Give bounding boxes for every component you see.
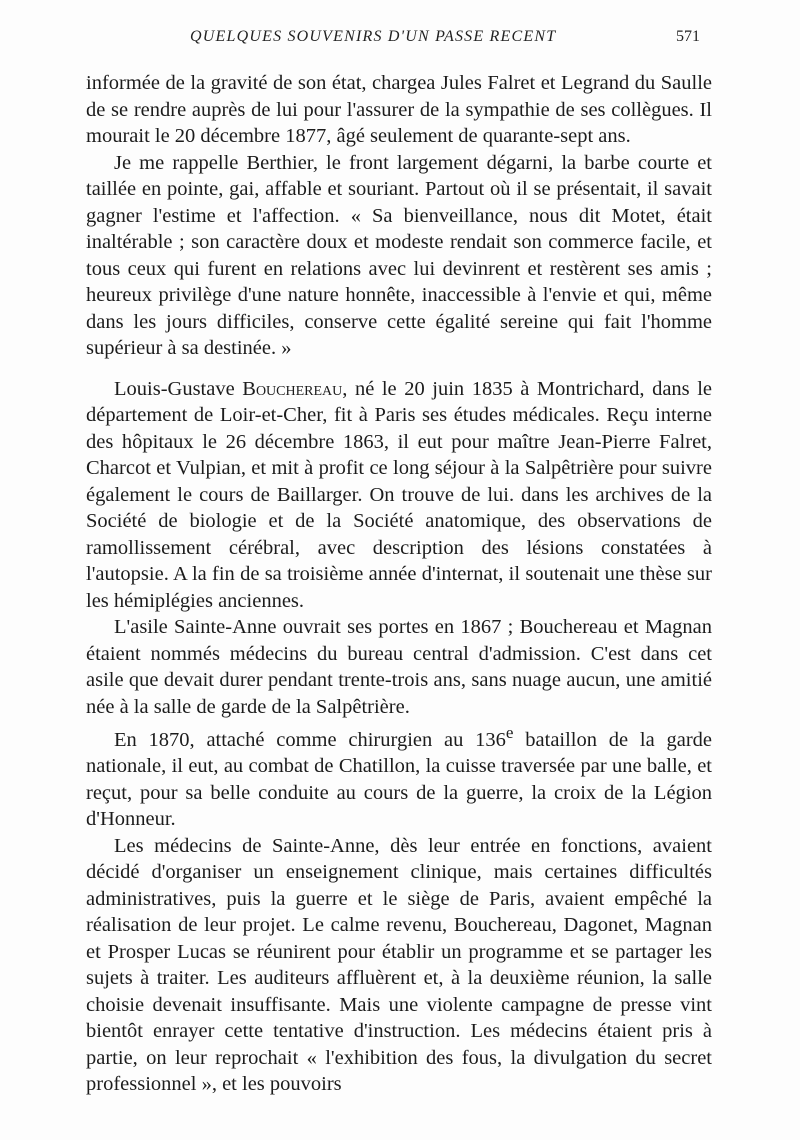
page-number: 571 [676, 28, 700, 45]
paragraph-berthier-portrait: Je me rappelle Berthier, le front largement dégarni, la barbe courte et taillée en pointe, gai, affable et souriant. Partout où il se présentait, il savait gagner l'estime et l'affection. « Sa bienveillance, nous dit Motet, était inaltérable ; son caractère doux et modeste rendait son commerce facile, et tous ceux qui furent en relations avec lui devinrent et restèrent ses amis ; heureux privilège d'une nature honnête, inaccessible à l'envie et qui, même dans les jours difficiles, conserve cette égalité sereine qui fait l'homme supérieur à sa destinée. » [86, 151, 712, 359]
battalion-text: bataillon de la garde nationale, il eut, au combat de Chatillon, la cuisse traversée par une balle, et reçut, pour sa belle conduite au cours de la guerre, la croix de la Légion d'Honneur. [86, 728, 712, 831]
paragraph-berthier-death: informée de la gravité de son état, chargea Jules Falret et Legrand du Saulle de se rendre auprès de lui pour l'assurer de la sympathie de ses collègues. Il mourait le 20 décembre 1877, âgé seulement de quarante-sept ans. [86, 72, 712, 147]
battalion-lead: En 1870, attaché comme chirurgien au 136 [114, 728, 506, 751]
bouchereau-bio-text: , né le 20 juin 1835 à Montrichard, dans le département de Loir-et-Cher, fit à Paris ses études médicales. Reçu interne des hôpitaux le 26 décembre 1863, il eut pour maître Jean-Pierre Falret, Charcot et Vulpian, et mit à profit ce long séjour à la Salpêtrière pour suivre également le cours de Baillarger. On trouve de lui. dans les archives de la Société de biologie et de la Société anatomique, des observations de ramollissement cérébral, avec description des lésions constatées à l'autopsie. A la fin de sa troisième année d'internat, il soutenait une thèse sur les hémiplégies anciennes. [86, 377, 712, 612]
bouchereau-surname: Bouchereau [242, 377, 343, 400]
bouchereau-forename: Louis-Gustave [114, 377, 243, 400]
running-head: QUELQUES SOUVENIRS D'UN PASSE RECENT [190, 28, 557, 45]
paragraph-sainte-anne: L'asile Sainte-Anne ouvrait ses portes en 1867 ; Bouchereau et Magnan étaient nommés médecins du bureau central d'admission. C'est dans cet asile que devait durer pendant trente-trois ans, sans nuage aucun, une amitié née à la salle de garde de la Salpêtrière. [86, 616, 712, 718]
body-text [86, 70, 712, 1098]
paragraph-1870 [86, 720, 712, 833]
ordinal-superscript: e [505, 723, 514, 742]
paragraph-clinical-teaching: Les médecins de Sainte-Anne, dès leur entrée en fonctions, avaient décidé d'organiser un enseignement clinique, mais certaines difficultés administratives, puis la guerre et le siège de Paris, avaient empêché la réalisation de leur projet. Le calme revenu, Bouchereau, Dagonet, Magnan et Prosper Lucas se réunirent pour établir un programme et se partager les sujets à traiter. Les auditeurs affluèrent et, à la deuxième réunion, la salle choisie devenait insuffisante. Mais une violente campagne de presse vint bientôt enrayer cette tentative d'instruction. Les médecins étaient pris à partie, on leur reprochait « l'exhibition des fous, la divulgation du secret professionnel », et les pouvoirs [86, 834, 712, 1096]
paragraph-bouchereau-bio [86, 376, 712, 615]
